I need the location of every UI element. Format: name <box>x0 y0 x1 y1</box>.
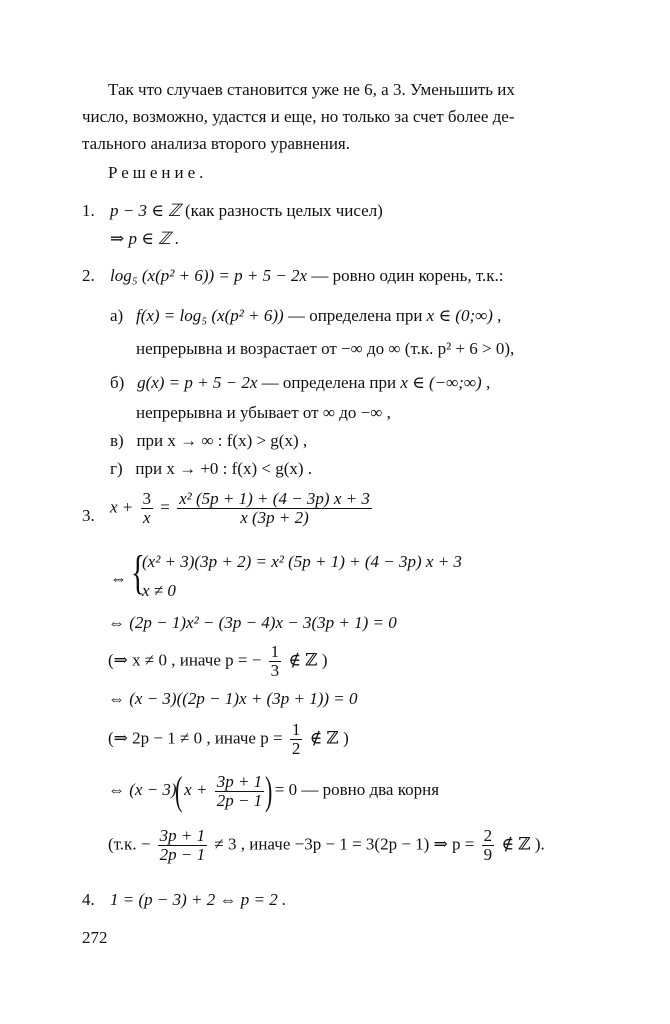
item-3-equation <box>110 490 375 527</box>
item-2a-math: f(x) = log₅ (x(p² + 6)) <box>135 306 284 325</box>
page-number: 272 <box>82 928 108 947</box>
item-2b-line-2: непрерывна и убывает от ∞ до −∞ , <box>136 403 391 422</box>
equation-9-fraction-1: $\frac{3p + 1}{2p - 1}$ <box>159 826 206 864</box>
item-2g-label: г) <box>110 459 123 478</box>
item-1-line-1 <box>110 200 383 222</box>
item-2-number: 2. <box>82 266 95 285</box>
item-3-eq: = <box>160 497 170 517</box>
item-2v-line <box>110 430 307 452</box>
item-2v-text: при x → ∞ : f(x) > g(x) , <box>136 431 308 450</box>
equation-5: (⇒ x ≠ 0 , иначе p = − $\frac{1}{3}$ ∉ ℤ ) <box>108 642 328 680</box>
item-1-line-2: ⇒ p ∈ ℤ . <box>110 229 180 248</box>
item-3-fraction-2: $\frac{\text{x² (5p + 1) + (4 − 3p) x + 3}}{x (3p + 2)}$ <box>179 489 370 527</box>
item-2a-label: а) <box>110 306 124 325</box>
item-2a-line <box>110 305 501 327</box>
solution-heading: Решение. <box>108 163 208 182</box>
item-2-heading <box>110 265 504 287</box>
equation-5-fraction: $\frac{1}{3}$ <box>270 642 280 680</box>
item-2a-domain: x ∈ (0;∞) , <box>426 306 502 325</box>
item-3-number: 3. <box>82 506 95 525</box>
equation-9-fraction-2: $\frac{2}{9}$ <box>483 826 493 864</box>
right-paren: ) <box>265 768 273 813</box>
system-line-2: x ≠ 0 <box>142 581 176 600</box>
item-2-heading-text: — ровно один корень, т.к.: <box>307 266 504 285</box>
equation-7-fraction: $\frac{1}{2}$ <box>291 720 301 758</box>
system-arrow: ⇔ <box>110 569 127 588</box>
item-2v-label: в) <box>110 431 124 450</box>
item-1-math: p − 3 ∈ ℤ <box>110 201 181 220</box>
item-4-equation: 1 = (p − 3) + 2 ⇔ p = 2 . <box>110 890 287 909</box>
equation-8: ⇔ (x − 3)( x + $\frac{3p + 1}{2p - 1}$ ) = 0 — ровно два корня <box>108 768 440 813</box>
item-2b-domain: x ∈ (−∞;∞) , <box>400 373 491 392</box>
item-2-equation: log₅ (x(p² + 6)) = p + 5 − 2x <box>110 266 308 285</box>
item-3-fraction-1: $\frac{3}{x}$ <box>142 489 152 527</box>
item-2a-text: — определена при <box>283 306 427 325</box>
equation-9: (т.к. − $\frac{3p + 1}{2p - 1}$ ≠ 3 , иначе −3p − 1 = 3(2p − 1) ⇒ p = $\frac{2}{9}$ ∉ ℤ ). <box>108 826 545 864</box>
item-1-text: (как разность целых чисел) <box>180 201 383 220</box>
intro-line-3: тального анализа второго уравнения. <box>82 134 350 153</box>
item-4-number: 4. <box>82 890 95 909</box>
equation-8-fraction: $\frac{3p + 1}{2p - 1}$ <box>216 771 263 810</box>
left-paren: ( <box>174 768 182 813</box>
item-1-number: 1. <box>82 201 95 220</box>
equation-7: (⇒ 2p − 1 ≠ 0 , иначе p = $\frac{1}{2}$ ∉ ℤ ) <box>108 720 349 758</box>
item-2b-line <box>110 372 490 394</box>
item-2b-text: — определена при <box>257 373 401 392</box>
item-2g-line <box>110 458 312 480</box>
system-line-1: (x² + 3)(3p + 2) = x² (5p + 1) + (4 − 3p) x + 3 <box>142 552 462 571</box>
item-3-lhs: x + <box>110 497 134 517</box>
intro-line-2: число, возможно, удастся и еще, но только за счет более де- <box>82 107 515 126</box>
equation-4: ⇔ (2p − 1)x² − (3p − 4)x − 3(3p + 1) = 0 <box>108 613 397 632</box>
system-brace: { <box>131 546 145 599</box>
item-2b-label: б) <box>110 373 125 392</box>
intro-line-1: Так что случаев становится уже не 6, а 3. Уменьшить их <box>108 80 515 99</box>
item-2a-line-2: непрерывна и возрастает от −∞ до ∞ (т.к. p² + 6 > 0), <box>136 339 515 358</box>
intro-paragraph <box>82 76 602 157</box>
item-2b-math: g(x) = p + 5 − 2x <box>137 373 258 392</box>
equation-6: ⇔ (x − 3)((2p − 1)x + (3p + 1)) = 0 <box>108 689 358 708</box>
item-2g-text: при x → +0 : f(x) < g(x) . <box>135 459 313 478</box>
